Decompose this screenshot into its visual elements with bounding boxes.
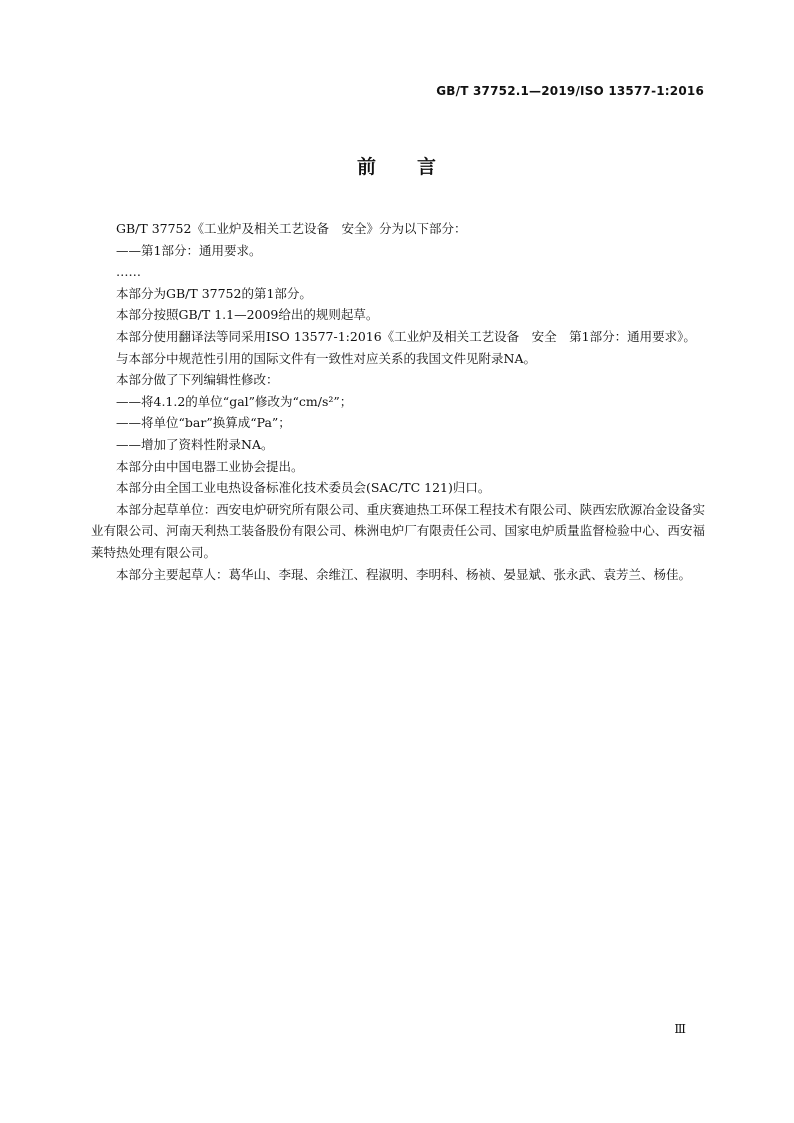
paragraph-change-annex: ——增加了资料性附录NA。 xyxy=(116,436,274,452)
paragraph-parts-intro: GB/T 37752《工业炉及相关工艺设备 安全》分为以下部分： xyxy=(116,221,467,236)
paragraph-drafting-units: 本部分起草单位：西安电炉研究所有限公司、重庆赛迪热工环保工程技术有限公司、陕西宏欣源冶金设备实业有限公司、河南天利热工装备股份有限公司、株洲电炉厂有限责任公司、国家电炉质量监督检验中心、西安福莱特热处理有限公司。 xyxy=(91,501,705,560)
foreword-body xyxy=(91,218,705,585)
page-title-second-char: 言 xyxy=(417,156,438,178)
paragraph-part-1: ——第1部分：通用要求。 xyxy=(116,242,262,258)
paragraph-drafting-rules: 本部分按照GB/T 1.1—2009给出的规则起草。 xyxy=(116,307,379,323)
paragraph-iso-adoption: 本部分使用翻译法等同采用ISO 13577-1:2016《工业炉及相关工艺设备 安全 第1部分：通用要求》。 xyxy=(116,328,696,344)
paragraph-main-drafters: 本部分主要起草人：葛华山、李琨、余维江、程淑明、李明科、杨祯、晏显斌、张永武、袁芳兰、杨佳。 xyxy=(116,566,692,582)
paragraph-editorial-changes: 本部分做了下列编辑性修改： xyxy=(116,372,279,388)
standard-code-header: GB/T 37752.1—2019/ISO 13577-1:2016 xyxy=(436,84,704,98)
page-title-first-char: 前 xyxy=(356,156,377,178)
paragraph-change-gal: ——将4.1.2的单位“gal”修改为“cm/s²”； xyxy=(116,393,353,409)
paragraph-proposed-by: 本部分由中国电器工业协会提出。 xyxy=(116,458,304,474)
paragraph-responsible-committee: 本部分由全国工业电热设备标准化技术委员会(SAC/TC 121)归口。 xyxy=(116,480,491,496)
page-title xyxy=(0,152,794,179)
paragraph-ellipsis: …… xyxy=(116,264,141,280)
paragraph-annex-reference: 与本部分中规范性引用的国际文件有一致性对应关系的我国文件见附录NA。 xyxy=(116,350,536,366)
page-number: Ⅲ xyxy=(674,1022,686,1036)
paragraph-part-statement: 本部分为GB/T 37752的第1部分。 xyxy=(116,285,312,301)
paragraph-change-bar: ——将单位“bar”换算成“Pa”； xyxy=(116,415,291,431)
